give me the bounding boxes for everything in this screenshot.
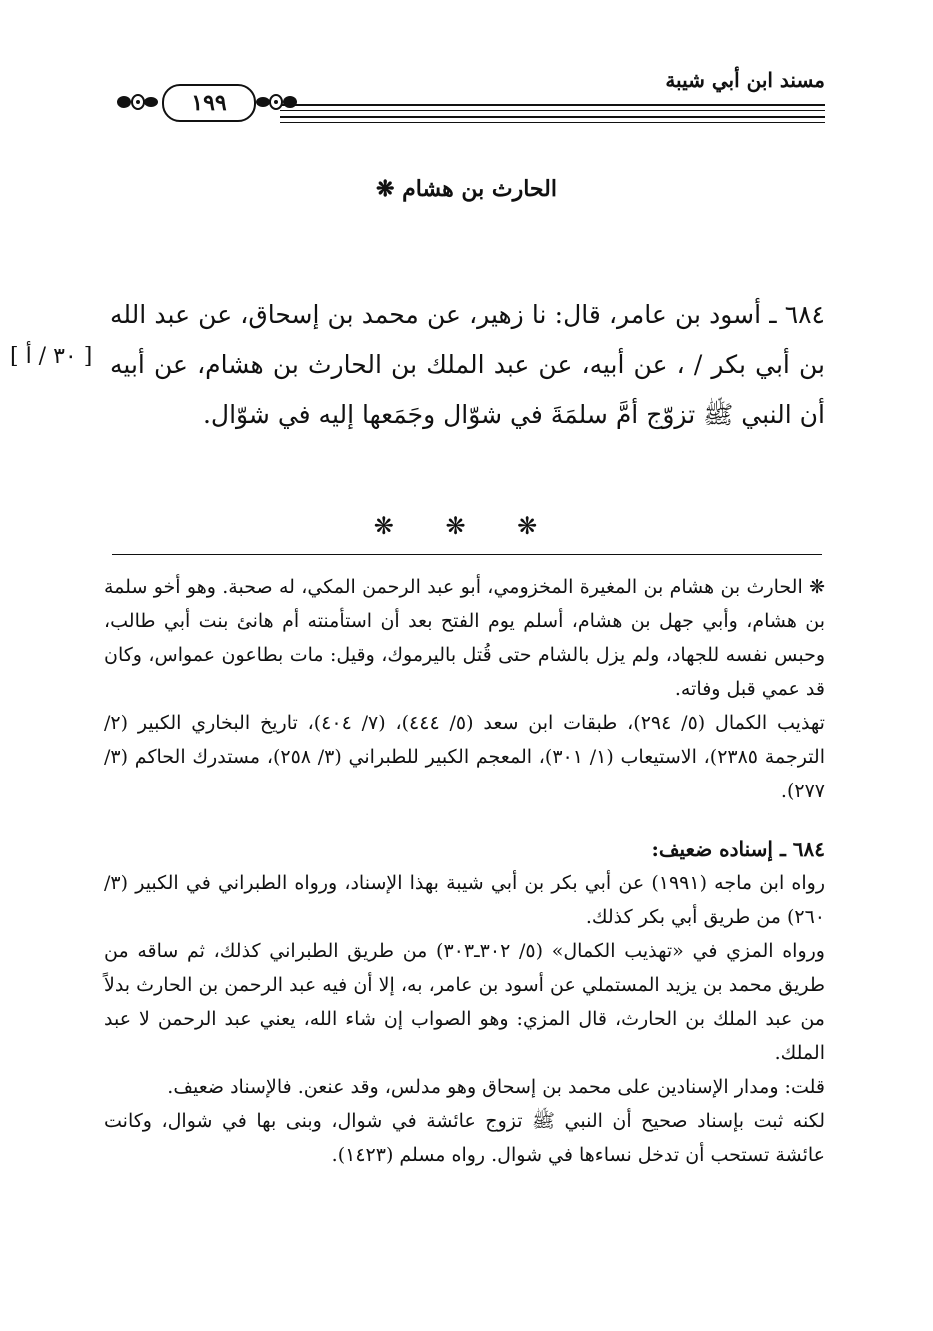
biography-sources: تهذيب الكمال (٥/ ٢٩٤)، طبقات ابن سعد (٥/ ٤٤٤)، (٧/ ٤٠٤)، تاريخ البخاري الكبير (٢/ الترجمة ٢٣٨٥)، الاستيعاب (١/ ٣٠١)، المعجم الكبير للطبراني (٣/ ٢٥٨)، مستدرك الحاكم (٣/ ٢٧٧).	[104, 712, 825, 802]
scroll-ornament-icon	[254, 92, 298, 112]
takhrij-paragraph: رواه ابن ماجه (١٩٩١) عن أبي بكر بن أبي شيبة بهذا الإسناد، ورواه الطبراني في الكبير (٣/ ٢٦٠) من طريق أبي بكر كذلك.	[104, 872, 825, 928]
footnotes	[104, 570, 825, 1172]
takhrij-paragraph: قلت: ومدار الإسنادين على محمد بن إسحاق وهو مدلس، وقد عنعن. فالإسناد ضعيف.	[167, 1076, 825, 1098]
spacer	[104, 808, 825, 832]
manuscript-folio-reference: [ ٣٠ / أ ]	[10, 344, 93, 369]
footnote-divider	[112, 554, 822, 555]
page-number-ornament	[112, 78, 312, 128]
header-rule	[280, 104, 825, 106]
header-rule	[280, 116, 825, 118]
section-separator: ❋ ❋ ❋	[373, 512, 560, 540]
section-heading: الحارث بن هشام ❋	[376, 176, 557, 202]
takhrij-paragraph: ورواه المزي في «تهذيب الكمال» (٥/ ٣٠٢ـ٣٠٣) من طريق الطبراني كذلك، ثم ساقه من طريق محمد بن يزيد المستملي عن أسود بن عامر، به، إلا أن فيه عبد الرحمن بن الحارث بدلاً من عبد الملك بن الحارث، قال المزي: وهو الصواب إن شاء الله، يعني عبد الرحمن لا عبد الملك.	[104, 940, 825, 1064]
isnad-heading: ٦٨٤ ـ إسناده ضعيف:	[651, 837, 825, 861]
running-title: مسند ابن أبي شيبة	[665, 68, 825, 92]
page-number: ١٩٩	[162, 84, 256, 122]
header-rule	[280, 122, 825, 123]
hadith-text: ٦٨٤ ـ أسود بن عامر، قال: نا زهير، عن محمد بن إسحاق، عن عبد الله بن أبي بكر / ، عن أبيه، عن عبد الملك بن الحارث بن هشام، عن أبيه أن النبي ﷺ تزوّج أمَّ سلمَةَ في شوّال وجَمَعها إليه في شوّال.	[110, 300, 825, 429]
header-rule	[280, 110, 825, 111]
header-rules	[112, 90, 825, 130]
biography-note: ❋ الحارث بن هشام بن المغيرة المخزومي، أبو عبد الرحمن المكي، له صحبة. وهو أخو سلمة بن هشام، وأبي جهل بن هشام، أسلم يوم الفتح بعد أن استأمنته أم هانئ بنت أبي طالب، وحبس نفسه للجهاد، ولم يزل بالشام حتى قُتل باليرموك، وقيل: مات بطاعون عمواس، وكان قد عمي قبل وفاته.	[104, 576, 825, 700]
scroll-ornament-icon	[116, 92, 160, 112]
takhrij-paragraph: لكنه ثبت بإسناد صحيح أن النبي ﷺ تزوج عائشة في شوال، وبنى بها في شوال، وكانت عائشة تستحب أن تدخل نساءها في شوال. رواه مسلم (١٤٢٣).	[104, 1110, 825, 1166]
